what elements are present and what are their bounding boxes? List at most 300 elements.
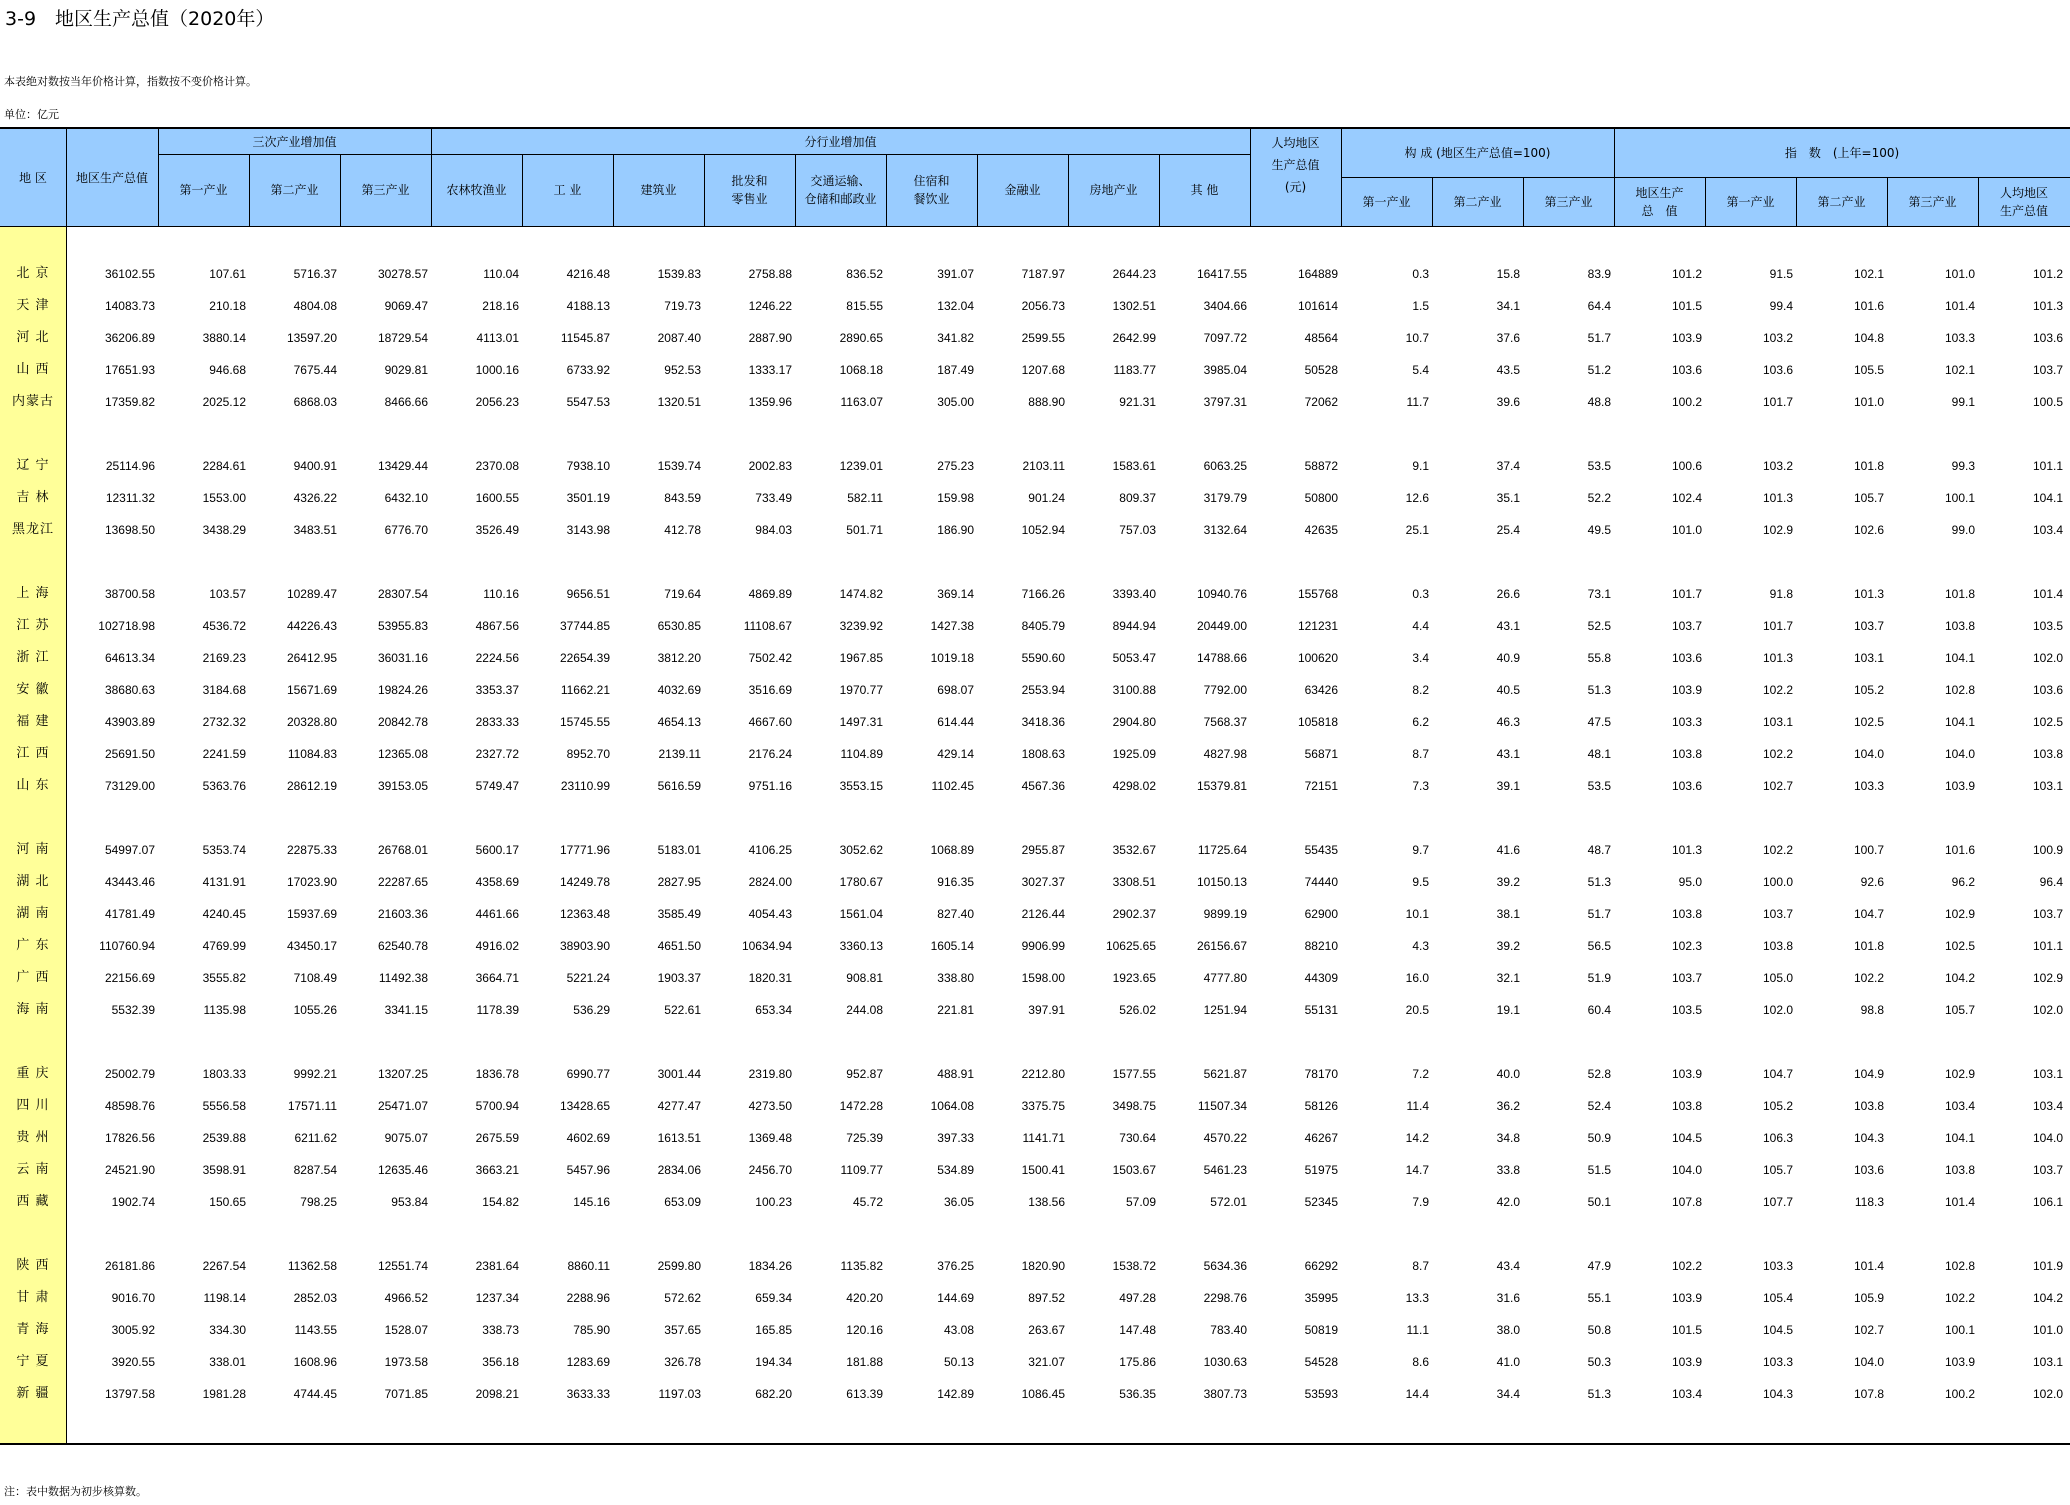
table-cell: 522.61: [664, 1003, 701, 1017]
table-cell: 263.67: [1028, 1323, 1065, 1337]
table-cell: 11108.67: [743, 619, 792, 633]
table-note: 本表绝对数按当年价格计算，指数按不变价格计算。: [4, 75, 257, 88]
table-cell: 3143.98: [566, 523, 610, 537]
table-cell: 26156.67: [1196, 939, 1247, 953]
table-cell: 38700.58: [104, 587, 155, 601]
table-cell: 101.0: [1853, 395, 1884, 409]
region-name: 湖 南: [16, 906, 50, 921]
table-cell: 1925.09: [1112, 747, 1156, 761]
table-cell: 3555.82: [202, 971, 246, 985]
table-cell: 4298.02: [1112, 779, 1156, 793]
table-cell: 836.52: [846, 267, 883, 281]
table-cell: 100.23: [755, 1195, 792, 1209]
region-name: 西 藏: [16, 1194, 50, 1209]
table-cell: 8860.11: [567, 1259, 610, 1273]
table-cell: 54997.07: [104, 843, 155, 857]
table-cell: 102.2: [1671, 1259, 1702, 1273]
table-cell: 1030.63: [1203, 1355, 1247, 1369]
table-cell: 3179.79: [1203, 491, 1247, 505]
table-cell: 10625.65: [1105, 939, 1156, 953]
table-cell: 5700.94: [475, 1099, 519, 1113]
table-cell: 1803.33: [202, 1067, 246, 1081]
table-cell: 58872: [1304, 459, 1338, 473]
table-cell: 51.9: [1587, 971, 1611, 985]
table-cell: 83.9: [1587, 267, 1611, 281]
region-name: 福 建: [16, 714, 50, 729]
table-cell: 72062: [1304, 395, 1338, 409]
table-cell: 56.5: [1587, 939, 1611, 953]
table-cell: 74440: [1304, 875, 1338, 889]
table-cell: 2139.11: [658, 747, 701, 761]
table-cell: 23110.99: [560, 779, 610, 793]
table-cell: 2539.88: [202, 1131, 246, 1145]
header-realestate: 房地产业: [1089, 183, 1138, 197]
table-cell: 6063.25: [1203, 459, 1247, 473]
table-cell: 102.9: [1762, 523, 1793, 537]
table-cell: 4916.02: [475, 939, 519, 953]
table-cell: 5532.39: [111, 1003, 155, 1017]
table-cell: 101.8: [1853, 939, 1884, 953]
table-cell: 6.2: [1412, 715, 1429, 729]
region-name: 黑龙江: [11, 522, 54, 537]
region-name: 宁 夏: [16, 1354, 50, 1369]
table-cell: 103.9: [1671, 1355, 1702, 1369]
header-transport-line2: 仓储和邮政业: [804, 192, 877, 206]
table-cell: 102.5: [1853, 715, 1884, 729]
table-cell: 101614: [1297, 299, 1338, 313]
table-cell: 48.8: [1587, 395, 1611, 409]
table-cell: 144.69: [937, 1291, 974, 1305]
table-cell: 4744.45: [293, 1387, 337, 1401]
table-cell: 12551.74: [377, 1259, 428, 1273]
table-cell: 2025.12: [202, 395, 246, 409]
table-cell: 338.73: [482, 1323, 519, 1337]
table-cell: 2834.06: [657, 1163, 701, 1177]
table-cell: 103.6: [1671, 779, 1702, 793]
table-cell: 946.68: [209, 363, 246, 377]
table-cell: 52.8: [1587, 1067, 1611, 1081]
table-cell: 73129.00: [104, 779, 155, 793]
table-cell: 526.02: [1119, 1003, 1156, 1017]
table-cell: 43.5: [1496, 363, 1520, 377]
table-cell: 103.6: [1762, 363, 1793, 377]
table-cell: 101.2: [1671, 267, 1702, 281]
table-cell: 8466.66: [384, 395, 428, 409]
region-name: 上 海: [16, 586, 50, 601]
table-cell: 96.2: [1951, 875, 1975, 889]
table-cell: 2056.73: [1021, 299, 1065, 313]
table-cell: 3027.37: [1021, 875, 1065, 889]
table-cell: 2267.54: [202, 1259, 246, 1273]
table-cell: 103.5: [2032, 619, 2063, 633]
table-cell: 99.0: [1951, 523, 1975, 537]
table-cell: 2833.33: [475, 715, 519, 729]
table-cell: 13698.50: [104, 523, 155, 537]
table-cell: 48564: [1304, 331, 1338, 345]
table-cell: 50.13: [943, 1355, 974, 1369]
table-cell: 165.85: [755, 1323, 792, 1337]
table-cell: 1000.16: [475, 363, 519, 377]
table-cell: 9400.91: [293, 459, 337, 473]
table-cell: 43903.89: [104, 715, 155, 729]
region-name: 甘 肃: [16, 1290, 50, 1305]
table-cell: 785.90: [573, 1323, 610, 1337]
table-cell: 19.1: [1496, 1003, 1520, 1017]
header-composition: 构 成 (地区生产总值=100): [1404, 146, 1551, 160]
table-cell: 55435: [1304, 843, 1338, 857]
table-cell: 43.4: [1496, 1259, 1520, 1273]
table-cell: 4966.52: [384, 1291, 428, 1305]
table-cell: 100.7: [1853, 843, 1884, 857]
table-cell: 3132.64: [1203, 523, 1247, 537]
table-cell: 33.8: [1496, 1163, 1520, 1177]
table-cell: 34.1: [1496, 299, 1520, 313]
region-name: 江 苏: [16, 618, 50, 633]
table-cell: 2103.11: [1022, 459, 1065, 473]
table-cell: 132.04: [937, 299, 974, 313]
table-cell: 3341.15: [384, 1003, 428, 1017]
table-cell: 18729.54: [377, 331, 428, 345]
table-cell: 102.7: [1853, 1323, 1884, 1337]
table-cell: 13207.25: [377, 1067, 428, 1081]
table-cell: 28612.19: [286, 779, 337, 793]
table-cell: 1427.38: [930, 619, 974, 633]
table-cell: 14.2: [1405, 1131, 1429, 1145]
table-cell: 104.1: [1944, 651, 1975, 665]
table-cell: 26768.01: [377, 843, 428, 857]
table-cell: 21603.36: [377, 907, 428, 921]
header-by-industry: 分行业增加值: [804, 134, 877, 149]
table-cell: 73.1: [1587, 587, 1611, 601]
table-cell: 1553.00: [202, 491, 246, 505]
table-cell: 103.5: [1671, 1003, 1702, 1017]
table-cell: 103.57: [209, 587, 246, 601]
table-cell: 102.5: [1944, 939, 1975, 953]
region-name: 山 东: [16, 778, 50, 793]
table-cell: 2288.96: [566, 1291, 610, 1305]
table-cell: 3807.73: [1203, 1387, 1247, 1401]
table-cell: 25114.96: [105, 459, 155, 473]
table-cell: 101.1: [2032, 459, 2063, 473]
table-cell: 103.4: [2032, 523, 2063, 537]
table-cell: 1820.31: [748, 971, 792, 985]
table-cell: 3498.75: [1112, 1099, 1156, 1113]
table-cell: 341.82: [937, 331, 974, 345]
region-name: 浙 江: [16, 650, 50, 665]
table-cell: 3585.49: [657, 907, 701, 921]
table-cell: 1320.51: [657, 395, 701, 409]
table-cell: 1239.01: [839, 459, 883, 473]
table-cell: 888.90: [1028, 395, 1065, 409]
table-cell: 101.4: [1853, 1259, 1884, 1273]
table-cell: 34.4: [1496, 1387, 1520, 1401]
table-cell: 44226.43: [286, 619, 337, 633]
table-cell: 536.35: [1119, 1387, 1156, 1401]
table-cell: 1068.89: [930, 843, 974, 857]
table-cell: 100.1: [1944, 1323, 1975, 1337]
table-cell: 51975: [1304, 1163, 1338, 1177]
table-cell: 757.03: [1119, 523, 1156, 537]
table-cell: 35.1: [1496, 491, 1520, 505]
table-cell: 12365.08: [377, 747, 428, 761]
table-cell: 50528: [1304, 363, 1338, 377]
table-cell: 103.1: [2032, 1355, 2063, 1369]
table-cell: 614.44: [937, 715, 974, 729]
table-cell: 13.3: [1405, 1291, 1429, 1305]
region-name: 海 南: [16, 1002, 50, 1017]
table-cell: 5363.76: [202, 779, 246, 793]
table-cell: 9992.21: [293, 1067, 337, 1081]
table-cell: 1472.28: [839, 1099, 883, 1113]
table-cell: 4867.56: [475, 619, 519, 633]
table-cell: 104.2: [1944, 971, 1975, 985]
region-name: 北 京: [16, 266, 50, 281]
table-cell: 1903.37: [657, 971, 701, 985]
table-cell: 101.6: [1944, 843, 1975, 857]
table-cell: 2298.76: [1203, 1291, 1247, 1305]
table-cell: 4570.22: [1203, 1131, 1247, 1145]
table-cell: 11492.38: [378, 971, 428, 985]
table-cell: 827.40: [937, 907, 974, 921]
table-cell: 1834.26: [748, 1259, 792, 1273]
table-cell: 11507.34: [1197, 1099, 1247, 1113]
table-cell: 1251.94: [1203, 1003, 1247, 1017]
table-cell: 7675.44: [293, 363, 337, 377]
table-cell: 51.7: [1587, 907, 1611, 921]
table-cell: 1500.41: [1021, 1163, 1065, 1177]
table-cell: 3418.36: [1021, 715, 1065, 729]
table-cell: 147.48: [1119, 1323, 1156, 1337]
table-cell: 20328.80: [286, 715, 337, 729]
table-cell: 42635: [1304, 523, 1338, 537]
table-cell: 40.5: [1496, 683, 1520, 697]
table-cell: 103.9: [1671, 331, 1702, 345]
table-cell: 104.1: [2032, 491, 2063, 505]
table-cell: 9069.47: [384, 299, 428, 313]
table-cell: 104.7: [1853, 907, 1884, 921]
table-cell: 2758.88: [748, 267, 792, 281]
table-cell: 103.3: [1762, 1259, 1793, 1273]
table-cell: 103.2: [1762, 331, 1793, 345]
table-cell: 10.7: [1405, 331, 1429, 345]
table-cell: 7.9: [1412, 1195, 1429, 1209]
table-cell: 15379.81: [1196, 779, 1247, 793]
table-cell: 952.87: [846, 1067, 883, 1081]
table-cell: 1102.45: [931, 779, 974, 793]
table-cell: 6432.10: [384, 491, 428, 505]
table-cell: 3239.92: [839, 619, 883, 633]
table-cell: 12311.32: [105, 491, 155, 505]
header-idx-primary: 第一产业: [1726, 194, 1775, 209]
table-cell: 103.4: [1944, 1099, 1975, 1113]
table-cell: 1503.67: [1112, 1163, 1156, 1177]
region-name: 山 西: [16, 362, 50, 377]
page-title: 3-9 地区生产总值（2020年）: [5, 8, 275, 30]
table-cell: 103.6: [2032, 331, 2063, 345]
table-cell: 20449.00: [1196, 619, 1247, 633]
table-cell: 7502.42: [748, 651, 792, 665]
table-cell: 1178.39: [476, 1003, 519, 1017]
table-cell: 22287.65: [377, 875, 428, 889]
table-cell: 102.2: [1853, 971, 1884, 985]
table-cell: 3812.20: [657, 651, 701, 665]
table-cell: 102.2: [1762, 683, 1793, 697]
table-cell: 5590.60: [1021, 651, 1065, 665]
table-cell: 9.7: [1412, 843, 1429, 857]
table-cell: 275.23: [937, 459, 974, 473]
table-cell: 40.9: [1496, 651, 1520, 665]
table-cell: 338.80: [937, 971, 974, 985]
table-cell: 102.0: [1762, 1003, 1793, 1017]
table-cell: 1207.68: [1021, 363, 1065, 377]
table-cell: 1333.17: [748, 363, 792, 377]
table-cell: 100.1: [1944, 491, 1975, 505]
table-cell: 51.3: [1587, 683, 1611, 697]
unit-label: 单位：亿元: [4, 108, 59, 121]
table-cell: 11362.58: [287, 1259, 337, 1273]
table-cell: 55.8: [1587, 651, 1611, 665]
table-cell: 103.9: [1944, 1355, 1975, 1369]
table-cell: 3633.33: [566, 1387, 610, 1401]
table-cell: 3532.67: [1112, 843, 1156, 857]
table-cell: 13428.65: [559, 1099, 610, 1113]
region-name: 广 西: [16, 970, 50, 985]
table-cell: 613.39: [846, 1387, 883, 1401]
table-cell: 138.56: [1028, 1195, 1065, 1209]
table-cell: 102.4: [1671, 491, 1702, 505]
table-cell: 48.7: [1587, 843, 1611, 857]
table-cell: 582.11: [847, 491, 883, 505]
table-cell: 1143.55: [294, 1323, 337, 1337]
table-cell: 11.1: [1406, 1323, 1429, 1337]
table-cell: 103.3: [1853, 779, 1884, 793]
table-cell: 2890.65: [839, 331, 883, 345]
table-cell: 103.1: [2032, 779, 2063, 793]
table-cell: 2902.37: [1112, 907, 1156, 921]
table-cell: 52345: [1304, 1195, 1338, 1209]
table-cell: 104.8: [1853, 331, 1884, 345]
table-cell: 104.0: [1944, 747, 1975, 761]
table-cell: 659.34: [755, 1291, 792, 1305]
table-cell: 105.7: [1762, 1163, 1793, 1177]
table-cell: 2644.23: [1112, 267, 1156, 281]
table-cell: 60.4: [1587, 1003, 1611, 1017]
table-cell: 3663.21: [475, 1163, 519, 1177]
table-cell: 2852.03: [293, 1291, 337, 1305]
gdp-table: [0, 127, 2070, 1445]
table-cell: 103.6: [2032, 683, 2063, 697]
table-cell: 66292: [1304, 1259, 1338, 1273]
table-cell: 105.2: [1853, 683, 1884, 697]
region-name: 辽 宁: [16, 458, 50, 473]
table-cell: 338.01: [209, 1355, 246, 1369]
table-cell: 103.9: [1671, 683, 1702, 697]
table-cell: 7.3: [1412, 779, 1429, 793]
table-cell: 420.20: [846, 1291, 883, 1305]
table-cell: 107.8: [1853, 1387, 1884, 1401]
table-cell: 91.8: [1769, 587, 1793, 601]
header-per-capita-line2: 生产总值: [1271, 158, 1320, 172]
table-cell: 572.62: [664, 1291, 701, 1305]
table-cell: 56871: [1304, 747, 1338, 761]
table-cell: 103.7: [1762, 907, 1793, 921]
table-cell: 9029.81: [384, 363, 428, 377]
table-cell: 210.18: [209, 299, 246, 313]
table-cell: 901.24: [1028, 491, 1065, 505]
table-cell: 3404.66: [1203, 299, 1247, 313]
table-cell: 4277.47: [657, 1099, 701, 1113]
table-cell: 4804.08: [293, 299, 337, 313]
table-cell: 100.2: [1944, 1387, 1975, 1401]
table-cell: 2126.44: [1021, 907, 1065, 921]
table-cell: 53955.83: [377, 619, 428, 633]
table-cell: 106.1: [2032, 1195, 2063, 1209]
table-cell: 3880.14: [202, 331, 246, 345]
table-cell: 22875.33: [286, 843, 337, 857]
table-cell: 103.7: [2032, 1163, 2063, 1177]
table-cell: 101.4: [2032, 587, 2063, 601]
table-cell: 102.0: [2032, 1387, 2063, 1401]
table-cell: 321.07: [1028, 1355, 1065, 1369]
table-cell: 104.1: [1944, 715, 1975, 729]
table-cell: 30278.57: [377, 267, 428, 281]
table-cell: 798.25: [300, 1195, 337, 1209]
table-cell: 104.3: [1853, 1131, 1884, 1145]
footnote: 注：表中数据为初步核算数。: [4, 1485, 147, 1498]
table-cell: 2224.56: [475, 651, 519, 665]
table-cell: 194.34: [755, 1355, 792, 1369]
table-cell: 48598.76: [104, 1099, 155, 1113]
table-cell: 35995: [1304, 1291, 1338, 1305]
header-primary: 第一产业: [179, 183, 228, 197]
table-cell: 9899.19: [1203, 907, 1247, 921]
table-cell: 103.8: [1762, 939, 1793, 953]
table-cell: 104.3: [1762, 1387, 1793, 1401]
table-cell: 1359.96: [748, 395, 792, 409]
table-cell: 39.2: [1496, 939, 1520, 953]
table-cell: 4869.89: [748, 587, 792, 601]
table-cell: 103.1: [1853, 651, 1884, 665]
table-cell: 1135.98: [203, 1003, 246, 1017]
table-cell: 2827.95: [657, 875, 701, 889]
table-cell: 102.8: [1944, 683, 1975, 697]
table-cell: 91.5: [1769, 267, 1793, 281]
table-cell: 17359.82: [104, 395, 155, 409]
table-cell: 11662.21: [560, 683, 610, 697]
header-index: 指 数 (上年=100): [1784, 146, 1900, 160]
table-cell: 39.2: [1496, 875, 1520, 889]
table-cell: 11725.64: [1197, 843, 1247, 857]
table-cell: 4131.91: [202, 875, 246, 889]
table-cell: 2955.87: [1021, 843, 1065, 857]
table-cell: 63426: [1304, 683, 1338, 697]
region-name: 贵 州: [16, 1130, 50, 1145]
table-cell: 186.90: [937, 523, 974, 537]
table-cell: 51.3: [1587, 875, 1611, 889]
header-hotel: [886, 154, 977, 226]
table-cell: 36102.55: [104, 267, 155, 281]
table-cell: 104.1: [1944, 1131, 1975, 1145]
table-cell: 103.6: [1853, 1163, 1884, 1177]
table-cell: 105.5: [1853, 363, 1884, 377]
table-cell: 103.6: [1671, 651, 1702, 665]
table-cell: 5634.36: [1203, 1259, 1247, 1273]
table-cell: 103.8: [1671, 747, 1702, 761]
table-cell: 1163.07: [840, 395, 883, 409]
header-wholesale-line1: 批发和: [731, 174, 768, 188]
region-name: 河 北: [16, 330, 50, 345]
table-cell: 104.0: [1853, 747, 1884, 761]
